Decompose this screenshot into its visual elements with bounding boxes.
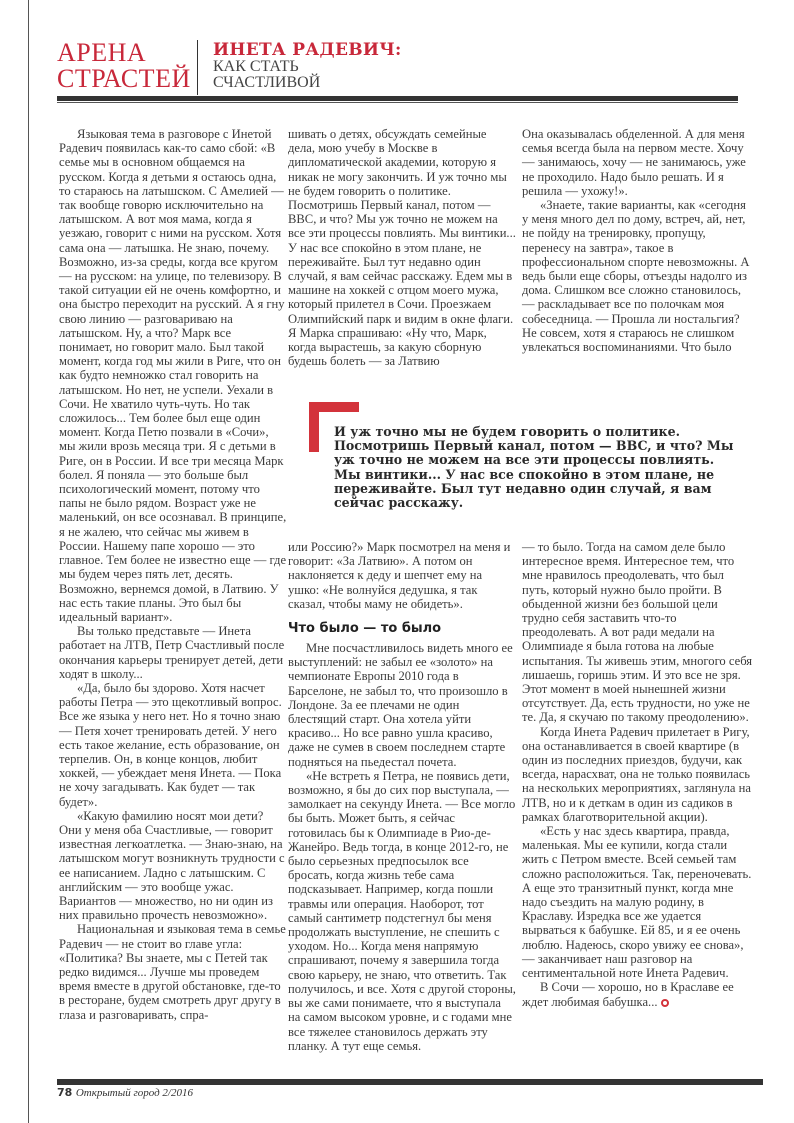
- paragraph: Когда Инета Радевич прилетает в Ригу, она останавливается в своей квартире (в один из последних приездов, будучи, как всегда, нарасхват, она не только появилась на нескольких мероприятиях, заглянула на ЛТВ, но и к деткам в один из садиков в рамках благотворительной акции).: [522, 724, 752, 824]
- end-of-article-icon: [661, 999, 669, 1007]
- article-column-2-top: [288, 127, 516, 368]
- paragraph: — то было. Тогда на самом деле было интересное время. Интересное тем, что мне нравилось преодолевать, что был путь, который нужно было пройти. В обыденной жизни без большой цели трудно себя заставить что-то преодолевать. А вот ради медали на Олимпиаде я была готова на любые испытания. Ты живешь этим, многого себя лишаешь, горишь этим. И это все не зря. Этот момент в моей нынешней жизни отсутствует. Да, есть трудности, но уже не те. Да, я скучаю по такому преодолению».: [522, 540, 753, 725]
- headline-name: ИНЕТА РАДЕВИЧ:: [213, 40, 402, 60]
- magazine-issue: Открытый город 2/2016: [75, 1087, 193, 1099]
- article-column-1: [59, 127, 287, 1022]
- footer-rule: [57, 1079, 763, 1085]
- paragraph: Национальная и языковая тема в семье Радевич — не стоит во главе угла: «Политика? Вы знаете, мы с Петей так редко видимся... Лучше мы проведем время вместе в другой обстановке, где-то в ресторане, будем смотреть друг другу в глаза и разговаривать, спра-: [59, 922, 286, 1022]
- paragraph: Вы только представьте — Инета работает на ЛТВ, Петр Счастливый после окончания карьеры тренирует детей, дети ходят в школу...: [59, 624, 285, 681]
- paragraph: «Знаете, такие варианты, как «сегодня у меня много дел по дому, встреч, ай, нет, не пойду на тренировку, пропущу, перенесу на завтра», такое в профессиональном спорте невозможны. А ведь были еще сборы, отъезды надолго из дома. Слишком все сложно становилось, — раскладывает все по полочкам моя собеседница. — Прошла ли ностальгия? Не совсем, хотя я стараюсь не слишком увлекаться воспоминаниями. Что было: [522, 198, 750, 355]
- article-headline: [213, 41, 402, 91]
- article-header: [57, 30, 739, 102]
- header-divider: [197, 40, 198, 95]
- paragraph: Она оказывалась обделенной. А для меня семья всегда была на первом месте. Хочу — занимаюсь, хочу — не занимаюсь, уже не проходило. Надо было решать. И я решила — ухожу!».: [522, 127, 746, 198]
- headline-subtitle-2: СЧАСТЛИВОЙ: [213, 74, 321, 91]
- paragraph: «Не встреть я Петра, не появись дети, возможно, я бы до сих пор выступала, — замолкает на секунду Инета. — Все могло бы быть. Может быть, я сейчас готовилась бы к Олимпиаде в Рио-де-Жанейро. Ведь тогда, в конце 2012-го, не было серьезных предпосылок все бросать, когда жизнь тебе сама подсказывает. Например, когда пошли травмы или операция. Наоборот, тот самый сантиметр подстегнул бы меня продолжать выступление, не спешить с уходом. Но... Когда меня напрямую спрашивают, почему я завершила тогда свою карьеру, не знаю, что ответить. Так получилось, и все. Хотя с другой стороны, вы же сами понимаете, что я выступала на самом высоком уровне, и с годами мне все тяжелее становилось держать эту планку. А тут еще семья.: [288, 768, 516, 1053]
- headline-subtitle-1: КАК СТАТЬ: [213, 58, 299, 75]
- rubric-line-2: СТРАСТЕЙ: [57, 64, 191, 93]
- pull-quote: И уж точно мы не будем говорить о политике. Посмотришь Первый канал, потом — BBC, и что? Мы уж точно не можем на все эти процессы повлиять. Мы винтики... У нас все спокойно в этом плане, не переживайте. Был тут недавно один случай, я вам сейчас расскажу.: [334, 424, 734, 511]
- paragraph: или Россию?» Марк посмотрел на меня и говорит: «За Латвию». А потом он наклоняется к деду и шепчет ему на ушко: «Не волнуйся дедушка, я так сказал, чтобы маму не обидеть».: [288, 540, 511, 611]
- header-rule-thick: [57, 96, 738, 101]
- paragraph: Языковая тема в разговоре с Инетой Радевич появилась как-то само сбой: «В семье мы в основном общаемся на русском. Когда я детьми я остаюсь одна, то стараюсь на латышском. С Амелией — так вообще говорю исключительно на латышском. А вот моя мама, когда я уезжаю, говорит с ними на русском. Хотя сама она — латышка. Не знаю, почему. Возможно, из-за среды, когда все кругом — на русском: на улице, по телевизору. В такой ситуации ей не очень комфортно, и она быстро переходит на русский. А я гну свою линию — разговариваю на латышском. Ну, а что? Марк все понимает, но говорит мало. Был такой момент, когда год мы жили в Риге, что он как будто немножко стал говорить на латышском. Но нет, не успели. Уехали в Сочи. Не хватило чуть-чуть. Но так сложилось... Тем более был еще один момент. Когда Петю позвали в «Сочи», мы жили врозь месяца три. Я с детьми в Риге, он в России. И все три месяца Марк болел. Я поняла — это больше был психологический момент, потому что папы не было рядом. Возраст уже не маленький, он все осознавал. В принципе, я не жалею, что сейчас мы живем в России. Нашему папе хорошо — это главное. Тем более не известно еще — где мы будем через пять лет, десять. Возможно, вернемся домой, в Латвию. У нас есть такие планы. Это был бы идеальный вариант».: [59, 127, 287, 624]
- paragraph: «Да, было бы здорово. Хотя насчет работы Петра — это щекотливый вопрос. Все же языка у него нет. Но я точно знаю — Петя хочет тренировать детей. У него есть такое желание, есть образование, он терпелив. Он, в конце концов, любит хоккей, — убеждает меня Инета. — Пока не хочу загадывать. Как будет — так будет».: [59, 680, 282, 809]
- paragraph: шивать о детях, обсуждать семейные дела, мою учебу в Москве в дипломатической академии, которую я никак не могу закончить. И уж точно мы не будем говорить о политике. Посмотришь Первый канал, потом — BBC, и что? Мы уж точно не можем на все эти процессы повлиять. Мы винтики... У нас все спокойно в этом плане, не переживайте. Был тут недавно один случай, я вам сейчас расскажу. Едем мы в машине на хоккей с отцом моего мужа, который прилетел в Сочи. Проезжаем Олимпийский парк и видим в окне флаги. Я Марка спрашиваю: «Ну что, Марк, когда вырастешь, за какую сборную будешь болеть — за Латвию: [288, 127, 516, 369]
- article-column-3-bottom: [522, 540, 754, 1009]
- page-number: 78: [57, 1086, 73, 1099]
- header-rule-thin: [57, 102, 738, 103]
- paragraph: «Есть у нас здесь квартира, правда, маленькая. Мы ее купили, когда стали жить с Петром вместе. Всей семьей там сложно расположиться. Так, переночевать. А еще это транзитный пункт, когда мне надо съездить на малую родину, в Краславу. Изредка все же удается вырваться к бабушке. Ей 85, и я ее очень люблю. Надеюсь, скоро увижу ее снова», — заканчивает наш разговор на сентиментальной ноте Инета Радевич.: [522, 824, 752, 981]
- final-paragraph-text: В Сочи — хорошо, но в Краславе ее ждет любимая бабушка...: [522, 980, 734, 1009]
- section-rubric: [57, 40, 191, 92]
- paragraph: «Какую фамилию носят мои дети? Они у меня оба Счастливые, — говорит известная легкоатлетка. — Знаю-знаю, на латышском могут возникнуть трудности с ее написанием. Ладно с латышским. С английским — это вообще ужас. Вариантов — множество, но ни один из них правильно прочесть невозможно».: [59, 808, 285, 923]
- page-left-border: [28, 0, 29, 1123]
- page-footer: [57, 1086, 193, 1100]
- paragraph: Мне посчастливилось видеть много ее выступлений: не забыл ее «золото» на чемпионате Европы 2010 года в Барселоне, не забыл то, что произошло в Лондоне. За ее плечами не один блестящий старт. Она хотела уйти красиво... Но все равно ушла красиво, даже не сумев в своем последнем старте подняться на пьедестал почета.: [288, 641, 513, 769]
- article-column-2-bottom: [288, 540, 516, 1053]
- section-subheading: Что было — то было: [288, 621, 442, 637]
- rubric-line-1: АРЕНА: [57, 38, 147, 67]
- final-paragraph: [522, 980, 754, 1008]
- article-column-3-top: [522, 127, 754, 354]
